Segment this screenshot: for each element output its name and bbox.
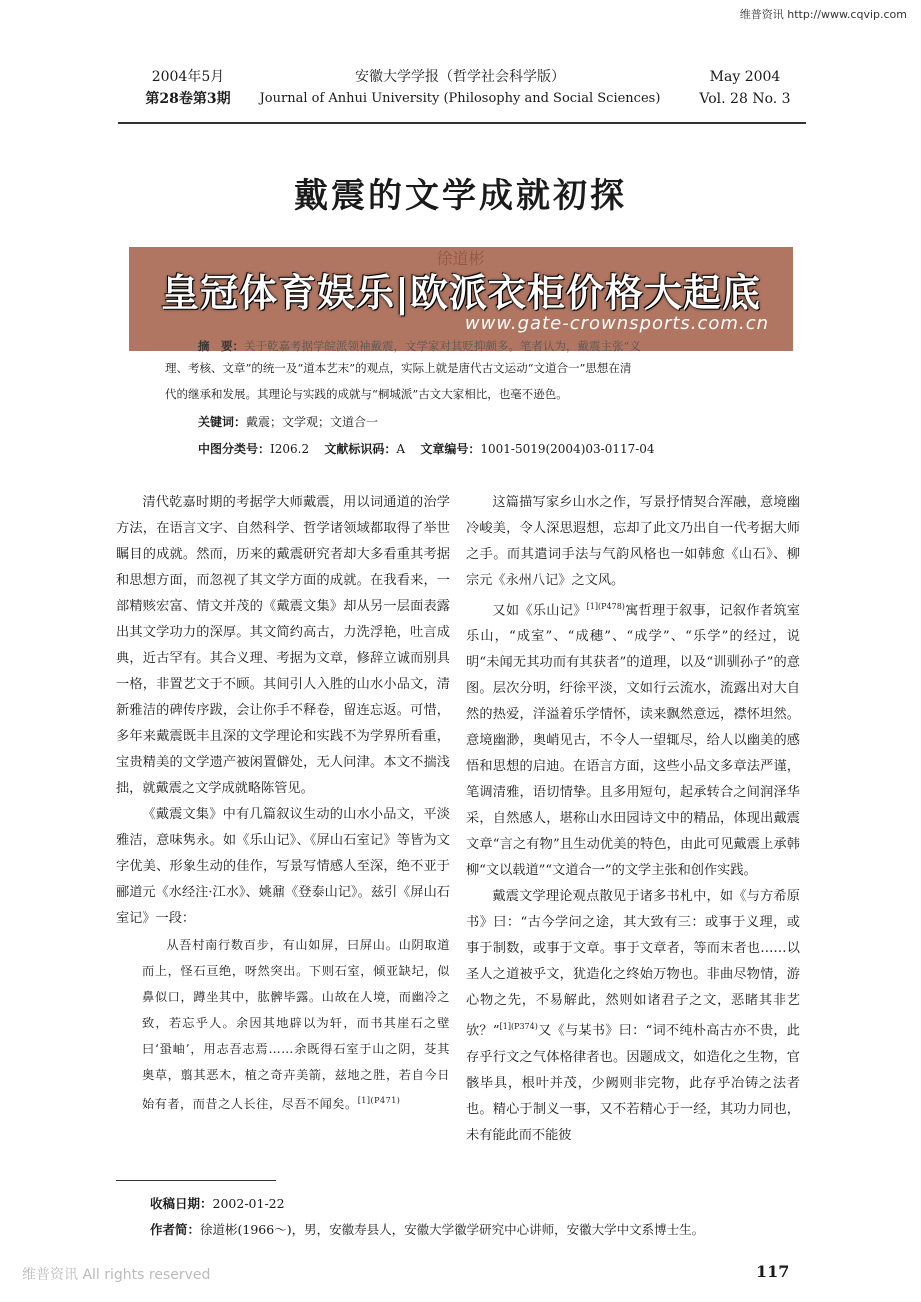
header-journal-cn: 安徽大学学报（哲学社会科学版）	[355, 69, 565, 85]
class-label: 中图分类号：	[198, 442, 271, 456]
abstract-line-1	[198, 336, 758, 357]
author-info-label: 作者简：	[150, 1222, 201, 1237]
keywords-label: 关键词：	[198, 415, 247, 429]
received-date: 2002-01-22	[212, 1196, 285, 1211]
quote-ref: [1](P471)	[357, 1096, 401, 1105]
keywords-value: 戴震；文学观；文道合一	[246, 415, 379, 429]
right-paragraph-2	[466, 594, 800, 884]
abstract-text-1: 关于乾嘉考据学皖派领袖戴震，文学家对其贬抑颇多。笔者认为，戴震主张“义	[244, 339, 641, 353]
right-paragraph-3-ref: [1](P374)	[499, 1022, 538, 1032]
right-paragraph-3-mid: 又《与某书》曰：“词不纯朴高古亦不贵，此存乎行文之气体格律者也。因题成文，如造化之生物，官骸毕具，根叶并茂，少阙则非完物，此存乎冶铸之法者也。精心于制义一事，又不若精心于一经，其功力同也，未有能此而不能彼	[466, 1023, 800, 1143]
quote-block	[142, 932, 450, 1117]
page-number: 117	[756, 1262, 790, 1281]
article-no-value: 1001-5019(2004)03-0117-04	[480, 442, 655, 456]
overlay-banner-url[interactable]: www.gate-crownsports.com.cn	[464, 313, 769, 334]
abstract-line-2: 理、考核、文章”的统一及“道本艺末”的观点，实际上就是唐代古文运动“文道合一”思想在清	[165, 361, 632, 375]
doc-value: A	[396, 442, 406, 456]
header-volume-en: Vol. 28 No. 3	[699, 91, 791, 107]
left-paragraph-1: 清代乾嘉时期的考据学大师戴震，用以词通道的治学方法，在语言文字、自然科学、哲学诸领域都取得了举世瞩目的成就。然而，历来的戴震研究者却大多看重其考据和思想方面，而忽视了其文学方面的成就。在我看来，一部精赅宏富、情文并茂的《戴震文集》却从另一层面表露出其文学功力的深厚。其文简约高古，力洗浮艳，吐言成典，近古罕有。其合义理、考据为文章，修辞立诚而别具一格，非置艺文于不顾。其间引人入胜的山水小品文，清新雅洁的碑传序跋，会让你手不释卷，留连忘返。可惜，多年来戴震既丰且深的文学理论和实践不为学界所看重，宝贵精美的文学遗产被闲置僻处，无人问津。本文不揣浅拙，就戴震之文学成就略陈管见。	[116, 495, 450, 796]
footnote-rule	[116, 1180, 276, 1181]
footnote-received	[150, 1194, 285, 1212]
body-left-column	[116, 490, 450, 1117]
header-left	[128, 66, 248, 110]
body-right-column	[466, 490, 800, 1149]
right-paragraph-1: 这篇描写家乡山水之作，写景抒情契合浑融，意境幽冷峻美，令人深思遐想，忘却了此文乃出自一代考据大师之手。而其遣词手法与气韵风格也一如韩愈《山石》、柳宗元《永州八记》之文风。	[466, 495, 800, 588]
abstract-line-3: 代的继承和发展。其理论与实践的成就与“桐城派”古文大家相比，也毫不逊色。	[165, 387, 568, 401]
class-value: I206.2	[270, 442, 310, 456]
keywords	[198, 413, 758, 430]
right-paragraph-2-ref: [1](P478)	[586, 602, 625, 611]
header-journal-en: Journal of Anhui University (Philosophy and Social Sciences)	[259, 91, 661, 106]
classification-line	[198, 440, 758, 457]
received-label: 收稿日期：	[150, 1196, 213, 1211]
article-title: 戴震的文学成就初探	[294, 176, 627, 216]
header-volume-cn: 第28卷第3期	[145, 91, 231, 107]
abstract-label: 摘 要：	[198, 339, 244, 353]
footnote-author	[150, 1220, 704, 1238]
header-rule	[118, 122, 806, 124]
header-date-cn: 2004年5月	[151, 69, 225, 85]
site-watermark: 维普资讯 http://www.cqvip.com	[739, 8, 907, 21]
quote-text: 从吾村南行数百步，有山如屏，曰屏山。山阴取道而上，怪石亘绝，呀然突出。下则石室，倾亚缺圮，似鼻似口，蹲坐其中，肱髀毕露。山故在人境，而幽冷之致，若忘乎人。余因其地辟以为轩，而书其崖石之壁曰‘蛩岫’，用志吾志焉……余既得石室于山之阴，芟其奥草，翦其恶木，植之奇卉美箭，兹地之胜，若自今日始有者，而昔之人长往，尽吾不闻矣。	[142, 938, 450, 1112]
doc-label: 文献标识码：	[324, 442, 397, 456]
left-paragraph-2: 《戴震文集》中有几篇叙议生动的山水小品文，平淡雅洁，意味隽永。如《乐山记》、《屏山石室记》等皆为文字优美、形象生动的佳作，写景写情感人至深，绝不亚于郦道元《水经注·江水》、姚鼐《登泰山记》。兹引《屏山石室记》一段：	[116, 807, 450, 926]
article-no-label: 文章编号：	[420, 442, 481, 456]
right-paragraph-2-head: 又如《乐山记》	[492, 603, 587, 619]
header-date-en: May 2004	[709, 69, 781, 85]
right-paragraph-2-tail: 寓哲理于叙事，记叙作者筑室乐山，“成室”、“成穗”、“成学”、“乐学”的经过，说明“未闻无其功而有其获者”的道理，以及“训驯孙子”的意图。层次分明，纡徐平淡，文如行云流水，流露出对大自然的热爱，洋溢着乐学情怀，读来飘然意远，襟怀坦然。意境幽渺，奥峭见古，不令人一望辄尽，给人以幽美的感悟和思想的启迪。在语言方面，这些小品文多章法严谨，笔调清雅，语切情挚。且多用短句，起承转合之间润泽华采，自然感人，堪称山水田园诗文中的精品，体现出戴震文章“言之有物”且生动优美的特色，由此可见戴震上承韩柳“文以载道”“文道合一”的文学主张和创作实践。	[466, 603, 800, 879]
right-paragraph-3	[466, 884, 800, 1148]
header-right	[690, 66, 800, 110]
overlay-banner-title[interactable]: 皇冠体育娱乐|欧派衣柜价格大起底	[161, 271, 761, 315]
author-info: 徐道彬(1966～)，男，安徽寿县人，安徽大学徽学研究中心讲师，安徽大学中文系博士生。	[200, 1222, 705, 1237]
right-paragraph-3-head: 戴震文学理论观点散见于诸多书札中，如《与方希原书》曰：“古今学问之途，其大致有三：或事于义理，或事于制数，或事于文章。事于文章者，等而末者也……以圣人之道被乎文，犹造化之终始万物也。非曲尽物情，游心物之先，不易解此，然则如诸君子之文，恶睹其非艺欤？”	[466, 889, 800, 1039]
bottom-watermark: 维普资讯 All rights reserved	[22, 1267, 211, 1283]
header-center	[255, 66, 665, 110]
